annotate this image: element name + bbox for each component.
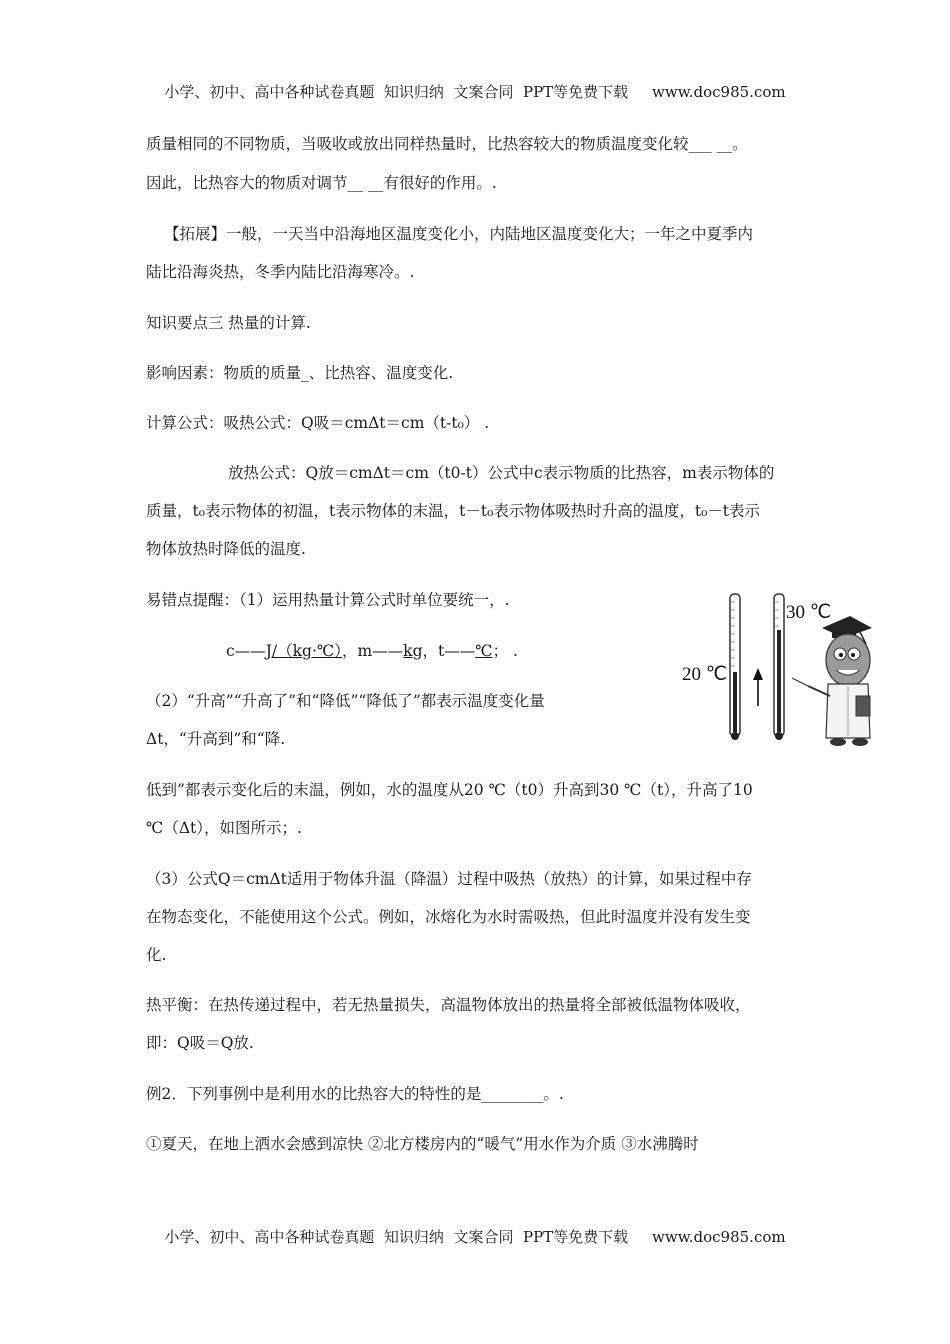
paragraph-line: 质量相同的不同物质，当吸收或放出同样热量时，比热容较大的物质温度变化较___ __。 [146, 135, 748, 153]
unit-end: ； . [492, 642, 518, 660]
extension-line: 【拓展】一般，一天当中沿海地区温度变化小，内陆地区温度变化大；一年之中夏季内 [164, 225, 754, 243]
tips-line: 易错点提醒：（1）运用热量计算公式时单位要统一，. [146, 591, 510, 609]
unit-c: J/（kg·℃） [265, 642, 342, 660]
example-question: 例2．下列事例中是利用水的比热容大的特性的是________。. [146, 1085, 564, 1103]
unit-m-prefix: ，m—— [341, 642, 404, 660]
formula-line: 物体放热时降低的温度. [146, 540, 306, 558]
low-temp-label: 20 ℃ [682, 664, 728, 685]
tips-line: （3）公式Q＝cmΔt适用于物体升温（降温）过程中吸热（放热）的计算，如果过程中存 [146, 870, 752, 888]
unit-t-prefix: ，t—— [422, 642, 476, 660]
extension-line: 陆比沿海炎热，冬季内陆比沿海寒冷。. [146, 263, 415, 281]
factors-line: 影响因素：物质的质量_、比热容、温度变化. [146, 364, 454, 382]
example-options: ①夏天，在地上洒水会感到凉快 ②北方楼房内的“暖气”用水作为介质 ③水沸腾时 [146, 1135, 699, 1153]
thermometer-left [730, 594, 740, 740]
page-header: 小学、初中、高中各种试卷真题 知识归纳 文案合同 PPT等免费下载 www.doc985.com [164, 83, 786, 101]
tips-line: （2）“升高”“升高了”和“降低”“降低了”都表示温度变化量 [146, 692, 545, 710]
section-heading: 知识要点三 热量的计算. [146, 314, 311, 332]
unit-c-prefix: c—— [226, 642, 266, 660]
balance-line: 即：Q吸＝Q放. [146, 1034, 254, 1052]
unit-t: ℃ [475, 642, 493, 660]
formula-line: 放热公式：Q放＝cmΔt＝cm（t0-t）公式中c表示物质的比热容，m表示物体的 [228, 464, 775, 482]
tips-line: 化. [146, 946, 167, 964]
formula-line: 质量，t₀表示物体的初温，t表示物体的末温，t－t₀表示物体吸热时升高的温度，t₀－t表示 [146, 502, 761, 520]
balance-line: 热平衡：在热传递过程中，若无热量损失，高温物体放出的热量将全部被低温物体吸收， [146, 996, 751, 1014]
high-temp-label: 30 ℃ [786, 602, 832, 623]
thermometer-right [774, 594, 784, 740]
unit-m: kg [403, 642, 423, 660]
thermometer-figure [682, 588, 872, 748]
tips-line: 低到”都表示变化后的末温，例如，水的温度从20 ℃（t0）升高到30 ℃（t），升高了10 [146, 781, 753, 799]
tips-line: Δt，“升高到”和“降. [146, 730, 286, 748]
units-line [226, 640, 518, 662]
page-footer: 小学、初中、高中各种试卷真题 知识归纳 文案合同 PPT等免费下载 www.doc985.com [164, 1228, 786, 1246]
formula-line: 计算公式：吸热公式：Q吸＝cmΔt＝cm（t-t₀） . [146, 414, 490, 432]
tips-line: 在物态变化，不能使用这个公式。例如，冰熔化为水时需吸热，但此时温度并没有发生变 [146, 908, 751, 926]
professor-cartoon-icon [792, 616, 872, 746]
up-arrow-icon [753, 668, 763, 706]
tips-line: ℃（Δt），如图所示；. [146, 819, 302, 837]
paragraph-line: 因此，比热容大的物质对调节__ __有很好的作用。. [146, 174, 497, 192]
